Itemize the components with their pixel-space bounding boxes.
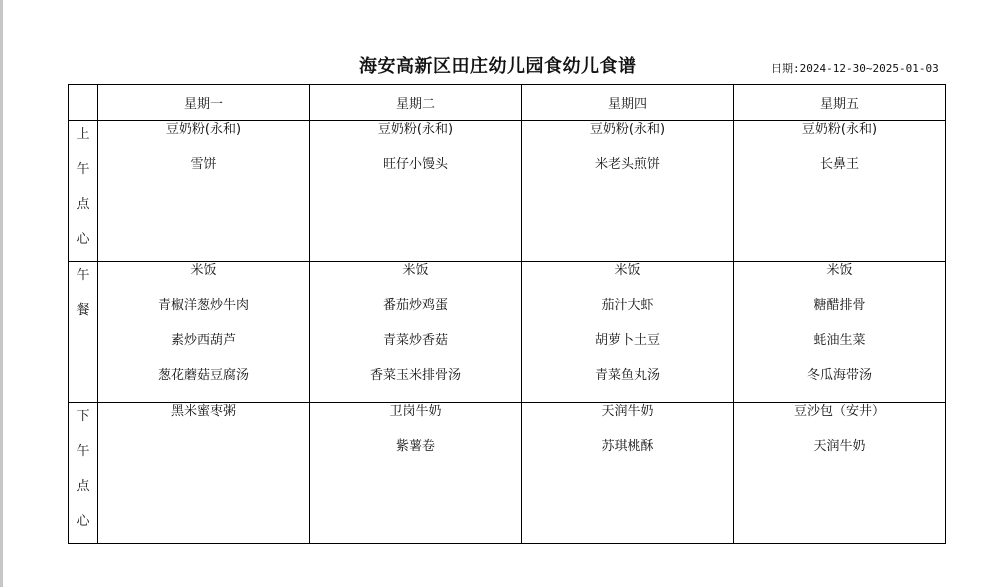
- menu-item: 豆奶粉(永和): [801, 122, 878, 137]
- menu-cell: [310, 403, 522, 544]
- menu-item: 米饭: [826, 263, 853, 278]
- corner-cell: [69, 85, 98, 121]
- menu-cell: [522, 403, 734, 544]
- menu-item: 豆奶粉(永和): [165, 122, 242, 137]
- day-header: 星期一: [98, 85, 310, 121]
- row-afternoon-snack: [69, 403, 946, 544]
- menu-cell: [98, 262, 310, 403]
- menu-cell: [522, 121, 734, 262]
- date-range: 日期:2024-12-30~2025-01-03: [771, 62, 939, 75]
- row-label-char: 点: [76, 197, 90, 212]
- row-label-char: 心: [76, 232, 90, 247]
- row-morning-snack: [69, 121, 946, 262]
- window-edge: [0, 0, 3, 587]
- day-header: 星期五: [734, 85, 946, 121]
- day-header: 星期四: [522, 85, 734, 121]
- menu-item: 茄汁大虾: [601, 298, 654, 313]
- menu-item: 青椒洋葱炒牛肉: [157, 298, 249, 313]
- menu-item: 米饭: [190, 263, 217, 278]
- menu-cell: [522, 262, 734, 403]
- menu-cell: [98, 403, 310, 544]
- row-label-char: 上: [76, 127, 90, 142]
- row-label-char: 点: [76, 479, 90, 494]
- menu-item: 香菜玉米排骨汤: [369, 368, 461, 383]
- menu-cell: [734, 262, 946, 403]
- menu-item: 卫岗牛奶: [389, 404, 442, 419]
- menu-item: 豆沙包（安井）: [793, 404, 885, 419]
- menu-item: 豆奶粉(永和): [589, 122, 666, 137]
- menu-cell: [98, 121, 310, 262]
- menu-item: 米老头煎饼: [594, 157, 660, 172]
- menu-item: 米饭: [614, 263, 641, 278]
- menu-item: 旺仔小馒头: [382, 157, 448, 172]
- row-label-char: 午: [76, 162, 90, 177]
- row-label-char: 下: [76, 409, 90, 424]
- menu-item: 长鼻王: [819, 157, 859, 172]
- day-header: 星期二: [310, 85, 522, 121]
- menu-item: 紫薯卷: [395, 439, 435, 454]
- row-label: [69, 403, 98, 544]
- menu-cell: [310, 262, 522, 403]
- row-label: [69, 121, 98, 262]
- menu-item: 素炒西葫芦: [170, 333, 236, 348]
- menu-item: 冬瓜海带汤: [806, 368, 872, 383]
- menu-item: 青菜鱼丸汤: [594, 368, 660, 383]
- menu-cell: [734, 403, 946, 544]
- row-label-char: 心: [76, 514, 90, 529]
- menu-item: 青菜炒香菇: [382, 333, 448, 348]
- row-label-char: 午: [76, 268, 90, 283]
- row-lunch: [69, 262, 946, 403]
- menu-item: 天润牛奶: [813, 439, 866, 454]
- menu-item: 天润牛奶: [601, 404, 654, 419]
- menu-item: 苏琪桃酥: [601, 439, 654, 454]
- menu-item: 黑米蜜枣粥: [170, 404, 236, 419]
- menu-item: 胡萝卜土豆: [594, 333, 660, 348]
- header-row: [69, 85, 946, 121]
- menu-item: 葱花蘑菇豆腐汤: [157, 368, 249, 383]
- menu-item: 雪饼: [190, 157, 217, 172]
- row-label: [69, 262, 98, 403]
- menu-item: 番茄炒鸡蛋: [382, 298, 448, 313]
- menu-item: 蚝油生菜: [813, 333, 866, 348]
- menu-item: 米饭: [402, 263, 429, 278]
- row-label-char: 午: [76, 444, 90, 459]
- menu-item: 糖醋排骨: [813, 298, 866, 313]
- page-title: 海安高新区田庄幼儿园食幼儿食谱: [359, 56, 637, 77]
- menu-item: 豆奶粉(永和): [377, 122, 454, 137]
- menu-cell: [734, 121, 946, 262]
- menu-table: [68, 84, 946, 544]
- row-label-char: 餐: [76, 303, 90, 318]
- menu-cell: [310, 121, 522, 262]
